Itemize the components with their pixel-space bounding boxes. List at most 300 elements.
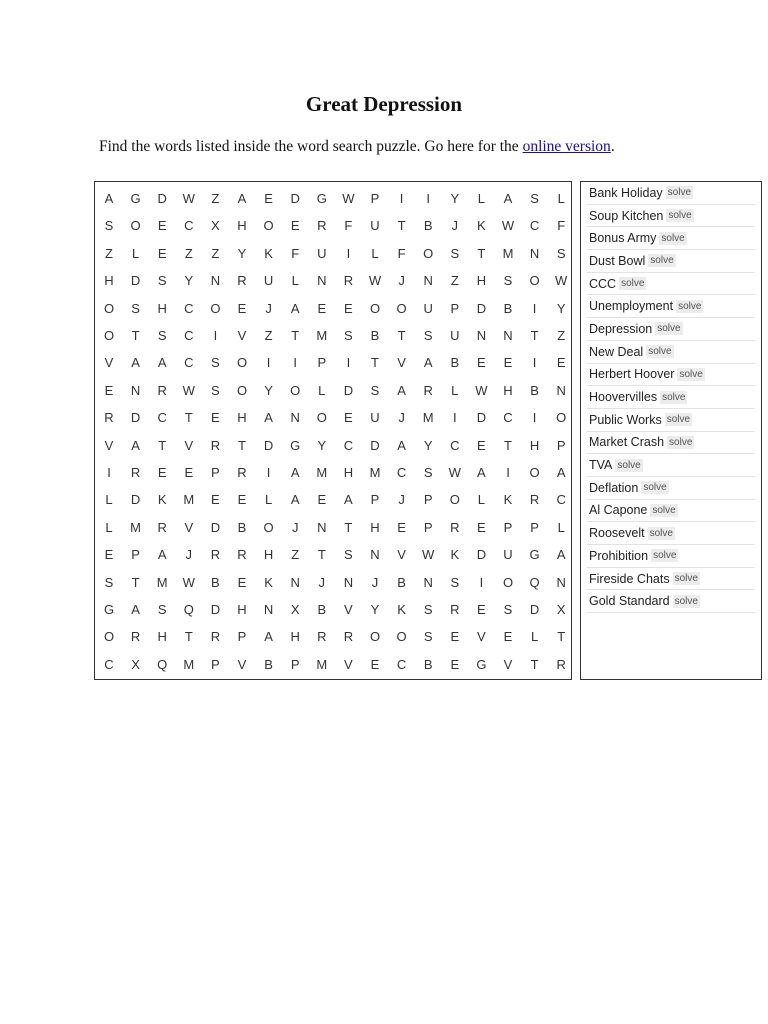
grid-letter: E bbox=[157, 465, 167, 480]
grid-letter: J bbox=[451, 218, 459, 234]
grid-letter: T bbox=[397, 218, 406, 234]
grid-letter: Z bbox=[211, 191, 220, 206]
grid-letter: V bbox=[237, 656, 247, 672]
grid-letter: Z bbox=[184, 245, 193, 261]
grid-letter: O bbox=[263, 519, 274, 535]
word-label: Fireside Chats bbox=[589, 571, 670, 586]
word-search-grid bbox=[94, 181, 572, 680]
grid-letter: B bbox=[264, 656, 273, 672]
grid-letter: R bbox=[130, 465, 141, 480]
grid-letter: S bbox=[423, 629, 433, 645]
grid-letter: S bbox=[157, 602, 167, 617]
grid-letter: V bbox=[184, 437, 194, 453]
grid-letter: H bbox=[237, 218, 247, 234]
grid-letter: P bbox=[211, 465, 220, 480]
grid-letter: S bbox=[157, 328, 167, 343]
grid-letter: C bbox=[184, 218, 194, 234]
word-label: Roosevelt bbox=[589, 526, 645, 541]
grid-letter: E bbox=[211, 492, 220, 508]
grid-letter: L bbox=[318, 382, 326, 398]
grid-letter: X bbox=[211, 218, 220, 234]
word-list-item bbox=[587, 182, 755, 205]
grid-letter: R bbox=[210, 547, 221, 563]
grid-letter: D bbox=[263, 437, 274, 453]
grid-letter: N bbox=[423, 574, 433, 590]
grid-letter: I bbox=[293, 355, 297, 371]
grid-letter: I bbox=[506, 465, 510, 480]
grid-letter: X bbox=[131, 656, 140, 672]
solve-button[interactable]: solve bbox=[648, 346, 672, 358]
grid-letter: H bbox=[237, 410, 247, 426]
grid-letter: I bbox=[346, 245, 351, 261]
grid-letter: P bbox=[370, 492, 380, 508]
solve-button[interactable]: solve bbox=[662, 391, 686, 403]
grid-letter: P bbox=[290, 656, 300, 672]
grid-letter: E bbox=[477, 437, 486, 453]
grid-letter: R bbox=[556, 656, 566, 672]
grid-letter: F bbox=[291, 245, 300, 261]
grid-letter: R bbox=[317, 218, 327, 234]
grid-letter: T bbox=[557, 629, 566, 645]
grid-letter: T bbox=[371, 355, 379, 371]
grid-letter: P bbox=[503, 519, 513, 535]
solve-button[interactable]: solve bbox=[661, 232, 685, 244]
grid-letter: K bbox=[264, 245, 273, 261]
grid-letter: B bbox=[317, 602, 327, 617]
grid-letter: S bbox=[423, 328, 433, 343]
word-list-item bbox=[587, 454, 755, 477]
grid-letter: M bbox=[183, 656, 195, 672]
grid-letter: Z bbox=[264, 328, 273, 343]
grid-letter: D bbox=[157, 191, 167, 206]
word-list-item bbox=[587, 227, 755, 250]
solve-button[interactable]: solve bbox=[674, 573, 698, 585]
grid-letter: L bbox=[477, 492, 485, 508]
grid-letter: E bbox=[211, 410, 220, 426]
grid-letter: P bbox=[530, 519, 539, 535]
intro-sentence: Find the words listed inside the word search puzzle. Go here for the bbox=[99, 138, 523, 155]
grid-letter: C bbox=[450, 437, 460, 453]
grid-letter: B bbox=[423, 656, 433, 672]
word-label: CCC bbox=[589, 276, 617, 291]
grid-letter: A bbox=[423, 355, 433, 371]
solve-button[interactable]: solve bbox=[652, 504, 676, 516]
word-label: Al Capone bbox=[589, 503, 648, 518]
word-label: Bank Holiday bbox=[589, 185, 663, 200]
grid-letter: M bbox=[316, 465, 328, 480]
grid-letter: I bbox=[532, 410, 537, 426]
grid-letter: I bbox=[479, 574, 484, 590]
grid-letter: S bbox=[530, 191, 539, 206]
grid-letter: Z bbox=[291, 547, 300, 563]
grid-letter: R bbox=[450, 519, 460, 535]
grid-letter: N bbox=[476, 328, 487, 343]
grid-letter: R bbox=[130, 629, 141, 645]
grid-letter: A bbox=[290, 465, 300, 480]
grid-letter: B bbox=[530, 382, 539, 398]
word-list bbox=[580, 181, 762, 680]
grid-letter: P bbox=[450, 300, 460, 316]
grid-letter: J bbox=[291, 519, 299, 535]
grid-letter: A bbox=[104, 191, 114, 206]
grid-letter: M bbox=[316, 328, 328, 343]
grid-letter: T bbox=[158, 437, 167, 453]
grid-letter: R bbox=[157, 519, 167, 535]
grid-letter: P bbox=[556, 437, 566, 453]
grid-letter: P bbox=[317, 355, 327, 371]
grid-letter: Z bbox=[450, 273, 459, 289]
grid-letter: W bbox=[422, 547, 435, 563]
grid-letter: E bbox=[450, 629, 460, 645]
grid-letter: U bbox=[263, 273, 274, 289]
grid-letter: O bbox=[103, 328, 115, 343]
word-list-item bbox=[587, 590, 755, 613]
grid-letter: I bbox=[426, 191, 430, 206]
grid-letter: R bbox=[157, 382, 167, 398]
grid-letter: O bbox=[263, 218, 274, 234]
grid-letter: R bbox=[343, 629, 354, 645]
solve-button[interactable]: solve bbox=[650, 255, 674, 267]
grid-letter: E bbox=[317, 492, 327, 508]
page-title: Great Depression bbox=[305, 92, 463, 116]
grid-letter: E bbox=[290, 218, 300, 234]
grid-letter: J bbox=[185, 547, 193, 563]
grid-letter: O bbox=[369, 629, 381, 645]
word-list-item bbox=[587, 500, 755, 523]
grid-letter: M bbox=[130, 519, 142, 535]
grid-letter: D bbox=[130, 492, 141, 508]
grid-letter: H bbox=[476, 273, 487, 289]
word-list-item bbox=[587, 477, 755, 500]
grid-letter: S bbox=[556, 245, 566, 261]
word-list-item bbox=[587, 295, 755, 318]
grid-letter: T bbox=[344, 519, 353, 535]
grid-letter: C bbox=[396, 656, 407, 672]
grid-letter: O bbox=[290, 382, 301, 398]
word-list-item bbox=[587, 432, 755, 455]
word-list-item bbox=[587, 273, 755, 296]
grid-letter: N bbox=[317, 519, 327, 535]
grid-letter: N bbox=[423, 273, 433, 289]
grid-letter: A bbox=[157, 547, 167, 563]
grid-letter: O bbox=[369, 300, 381, 316]
grid-letter: Y bbox=[370, 602, 380, 617]
grid-letter: A bbox=[264, 410, 273, 426]
grid-letter: J bbox=[318, 574, 326, 590]
grid-letter: N bbox=[343, 574, 354, 590]
grid-letter: G bbox=[130, 191, 141, 206]
grid-letter: Y bbox=[423, 437, 433, 453]
grid-letter: A bbox=[237, 191, 247, 206]
grid-letter: H bbox=[503, 382, 513, 398]
grid-letter: E bbox=[184, 465, 194, 480]
word-label: Deflation bbox=[589, 480, 639, 495]
grid-letter: O bbox=[103, 629, 115, 645]
grid-letter: Z bbox=[211, 245, 220, 261]
grid-letter: H bbox=[529, 437, 540, 453]
grid-letter: Y bbox=[317, 437, 327, 453]
grid-letter: S bbox=[370, 382, 380, 398]
grid-letter: L bbox=[530, 629, 539, 645]
grid-letter: Q bbox=[157, 656, 168, 672]
grid-letter: P bbox=[423, 492, 433, 508]
solve-button[interactable]: solve bbox=[666, 414, 691, 426]
grid-letter: O bbox=[449, 492, 460, 508]
word-label: Unemployment bbox=[589, 299, 674, 314]
grid-letter: M bbox=[156, 574, 168, 590]
grid-letter: R bbox=[317, 629, 327, 645]
grid-letter: D bbox=[210, 602, 221, 617]
word-list-item bbox=[587, 545, 755, 568]
grid-letter: R bbox=[210, 437, 221, 453]
grid-letter: V bbox=[237, 328, 247, 343]
word-list-item bbox=[587, 386, 755, 409]
grid-letter: S bbox=[211, 382, 220, 398]
grid-letter: S bbox=[157, 273, 167, 289]
grid-letter: B bbox=[370, 328, 380, 343]
grid-letter: D bbox=[476, 410, 487, 426]
grid-letter: W bbox=[368, 273, 382, 289]
grid-letter: U bbox=[370, 218, 380, 234]
grid-letter: E bbox=[104, 547, 114, 563]
grid-letter: R bbox=[237, 465, 247, 480]
grid-letter: T bbox=[477, 245, 486, 261]
grid-letter: A bbox=[397, 382, 406, 398]
solve-button[interactable]: solve bbox=[621, 278, 645, 290]
grid-letter: W bbox=[182, 382, 195, 398]
grid-letter: E bbox=[264, 191, 273, 206]
word-label: Public Works bbox=[589, 412, 662, 427]
grid-letter: I bbox=[532, 300, 537, 316]
grid-letter: A bbox=[344, 492, 353, 508]
grid-letter: O bbox=[130, 218, 141, 234]
grid-letter: K bbox=[397, 602, 406, 617]
grid-letter: N bbox=[556, 574, 566, 590]
grid-letter: O bbox=[236, 355, 248, 371]
solve-button[interactable]: solve bbox=[674, 595, 698, 607]
grid-letter: L bbox=[264, 492, 273, 508]
grid-letter: N bbox=[290, 410, 300, 426]
solve-button[interactable]: solve bbox=[667, 187, 692, 199]
grid-letter: R bbox=[237, 273, 247, 289]
grid-letter: A bbox=[556, 465, 566, 480]
grid-letter: E bbox=[317, 300, 327, 316]
grid-letter: T bbox=[504, 437, 512, 453]
grid-letter: V bbox=[397, 547, 406, 563]
solve-button[interactable]: solve bbox=[649, 527, 673, 539]
grid-letter: I bbox=[107, 465, 111, 480]
grid-letter: B bbox=[237, 519, 247, 535]
word-list-item bbox=[587, 318, 755, 341]
grid-letter: O bbox=[529, 465, 540, 480]
grid-letter: E bbox=[477, 355, 486, 371]
solve-button[interactable]: solve bbox=[669, 436, 693, 448]
grid-letter: F bbox=[557, 218, 566, 234]
grid-letter: A bbox=[556, 547, 566, 563]
grid-letter: S bbox=[344, 547, 353, 563]
solve-button[interactable]: solve bbox=[679, 368, 703, 380]
grid-letter: W bbox=[555, 273, 568, 289]
grid-letter: T bbox=[238, 437, 246, 453]
grid-letter: L bbox=[105, 519, 113, 535]
grid-letter: Z bbox=[557, 328, 566, 343]
grid-letter: H bbox=[157, 629, 167, 645]
grid-letter: D bbox=[290, 191, 300, 206]
word-list-item bbox=[587, 205, 755, 228]
grid-letter: P bbox=[211, 656, 220, 672]
grid-letter: A bbox=[131, 355, 140, 371]
grid-letter: M bbox=[369, 465, 381, 480]
grid-letter: C bbox=[343, 437, 354, 453]
word-list-item bbox=[587, 409, 755, 432]
grid-letter: A bbox=[131, 602, 140, 617]
grid-letter: E bbox=[157, 218, 167, 234]
word-label: Dust Bowl bbox=[589, 253, 646, 268]
grid-letter: D bbox=[476, 547, 487, 563]
online-version-link[interactable]: online version bbox=[522, 138, 611, 155]
grid-letter: C bbox=[396, 465, 407, 480]
grid-letter: C bbox=[184, 328, 194, 343]
grid-letter: E bbox=[104, 382, 114, 398]
grid-letter: D bbox=[130, 273, 141, 289]
grid-letter: N bbox=[556, 382, 566, 398]
grid-letter: I bbox=[452, 410, 457, 426]
word-label: Bonus Army bbox=[589, 231, 657, 246]
grid-letter: Y bbox=[237, 245, 247, 261]
solve-button[interactable]: solve bbox=[678, 300, 702, 312]
grid-letter: P bbox=[370, 191, 380, 206]
grid-letter: J bbox=[398, 492, 405, 508]
word-label: Herbert Hoover bbox=[589, 367, 675, 382]
grid-letter: O bbox=[236, 382, 248, 398]
grid-letter: L bbox=[105, 492, 113, 508]
grid-letter: N bbox=[263, 602, 274, 617]
grid-letter: F bbox=[344, 218, 353, 234]
grid-letter: I bbox=[532, 355, 537, 371]
grid-letter: Y bbox=[264, 382, 273, 398]
grid-letter: J bbox=[398, 410, 405, 426]
grid-letter: I bbox=[399, 191, 404, 206]
grid-letter: Z bbox=[105, 245, 113, 261]
grid-letter: Q bbox=[183, 602, 194, 617]
grid-letter: O bbox=[396, 300, 407, 316]
grid-letter: C bbox=[104, 656, 114, 672]
grid-letter: S bbox=[503, 273, 513, 289]
grid-letter: E bbox=[237, 492, 247, 508]
grid-letter: U bbox=[503, 547, 513, 563]
grid-letter: C bbox=[503, 410, 513, 426]
grid-letter: K bbox=[450, 547, 460, 563]
word-list-item bbox=[587, 364, 755, 387]
grid-letter: H bbox=[343, 465, 354, 480]
grid-letter: E bbox=[477, 602, 486, 617]
grid-letter: E bbox=[237, 574, 247, 590]
grid-letter: K bbox=[477, 218, 486, 234]
grid-letter: G bbox=[316, 191, 327, 206]
grid-letter: X bbox=[290, 602, 300, 617]
grid-letter: L bbox=[131, 245, 140, 261]
word-label: New Deal bbox=[589, 344, 644, 359]
grid-letter: E bbox=[503, 629, 513, 645]
grid-letter: K bbox=[157, 492, 167, 508]
grid-letter: T bbox=[291, 328, 300, 343]
word-list-item bbox=[587, 568, 755, 591]
grid-letter: S bbox=[104, 574, 114, 590]
grid-letter: T bbox=[397, 328, 406, 343]
grid-letter: B bbox=[397, 574, 406, 590]
grid-letter: X bbox=[556, 602, 566, 617]
grid-letter: S bbox=[450, 245, 460, 261]
grid-letter: G bbox=[529, 547, 540, 563]
grid-letter: E bbox=[344, 410, 353, 426]
word-label: Soup Kitchen bbox=[589, 208, 664, 223]
grid-letter: V bbox=[104, 355, 114, 371]
grid-letter: M bbox=[422, 410, 434, 426]
grid-letter: O bbox=[502, 574, 514, 590]
solve-button[interactable]: solve bbox=[617, 459, 641, 471]
grid-letter: T bbox=[317, 547, 326, 563]
grid-letter: D bbox=[476, 300, 487, 316]
grid-letter: W bbox=[182, 191, 195, 206]
grid-letter: D bbox=[370, 437, 380, 453]
grid-letter: I bbox=[266, 465, 271, 480]
solve-button[interactable]: solve bbox=[657, 323, 681, 335]
grid-letter: O bbox=[529, 273, 540, 289]
grid-letter: C bbox=[529, 218, 540, 234]
grid-letter: N bbox=[210, 273, 221, 289]
solve-button[interactable]: solve bbox=[653, 550, 677, 562]
word-label: TVA bbox=[589, 458, 613, 473]
grid-letter: L bbox=[557, 519, 565, 535]
grid-letter: D bbox=[343, 382, 354, 398]
word-label: Depression bbox=[589, 321, 653, 336]
grid-letter: C bbox=[556, 492, 566, 508]
grid-letter: S bbox=[450, 574, 460, 590]
grid-letter: T bbox=[131, 574, 140, 590]
grid-letter: A bbox=[131, 437, 140, 453]
grid-letter: K bbox=[264, 574, 273, 590]
grid-letter: T bbox=[131, 328, 140, 343]
grid-letter: O bbox=[210, 300, 221, 316]
grid-letter: H bbox=[290, 629, 300, 645]
grid-letter: N bbox=[290, 574, 300, 590]
grid-letter: J bbox=[398, 273, 405, 289]
grid-letter: Y bbox=[184, 273, 194, 289]
grid-letter: W bbox=[501, 218, 515, 234]
grid-letter: O bbox=[423, 245, 434, 261]
grid-letter: U bbox=[370, 410, 380, 426]
grid-letter: D bbox=[210, 519, 221, 535]
grid-letter: Q bbox=[529, 574, 540, 590]
grid-letter: I bbox=[346, 355, 351, 371]
grid-letter: R bbox=[237, 547, 247, 563]
grid-letter: L bbox=[371, 245, 379, 261]
grid-letter: O bbox=[396, 629, 407, 645]
grid-letter: P bbox=[423, 519, 433, 535]
grid-letter: A bbox=[157, 355, 167, 371]
grid-letter: E bbox=[503, 355, 513, 371]
grid-letter: H bbox=[237, 602, 247, 617]
grid-letter: V bbox=[397, 355, 406, 371]
grid-letter: J bbox=[265, 300, 272, 316]
solve-button[interactable]: solve bbox=[668, 210, 692, 222]
grid-letter: A bbox=[290, 300, 300, 316]
grid-letter: R bbox=[343, 273, 354, 289]
solve-button[interactable]: solve bbox=[643, 482, 667, 494]
word-label: Hoovervilles bbox=[589, 390, 658, 405]
grid-letter: W bbox=[448, 465, 461, 480]
grid-letter: R bbox=[423, 382, 433, 398]
